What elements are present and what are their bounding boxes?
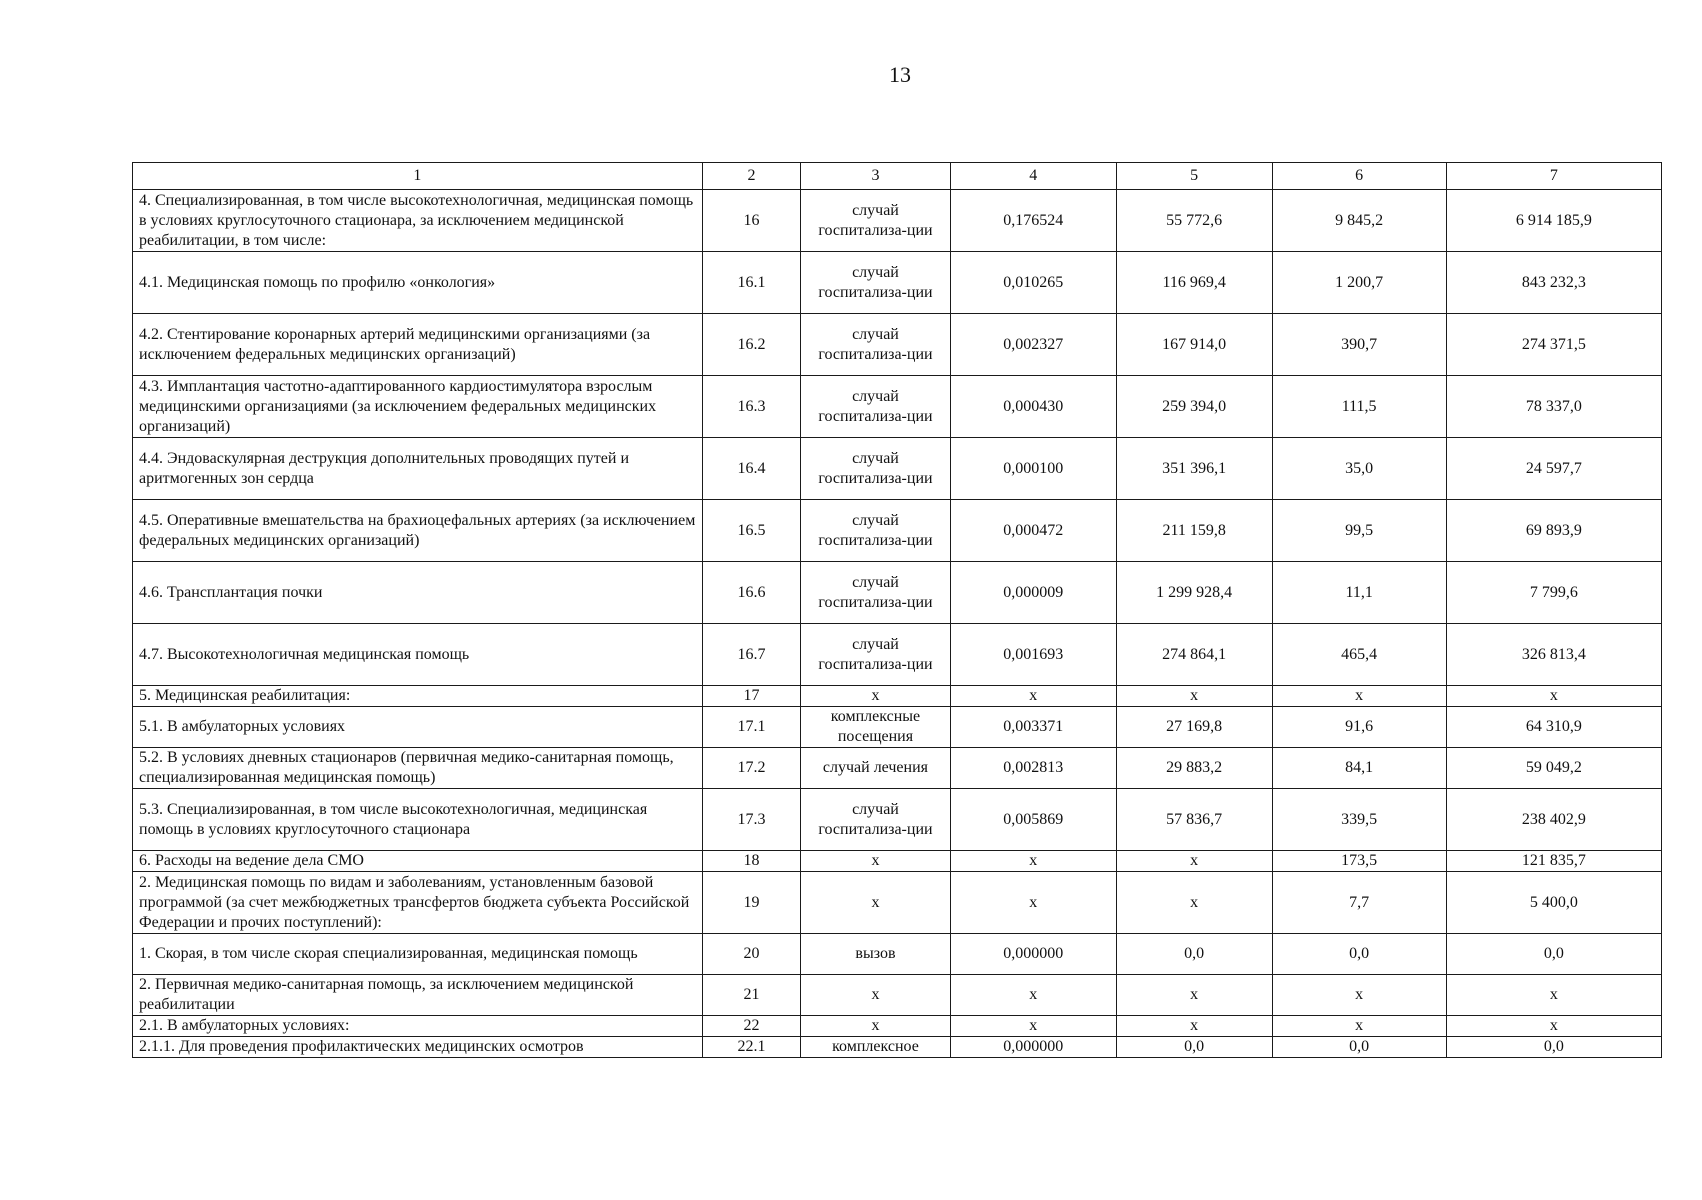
- value-cell-5: 116 969,4: [1116, 252, 1272, 314]
- value-cell-4: 0,000430: [950, 376, 1116, 438]
- header-row: [133, 163, 1662, 190]
- row-name-cell: 2.1.1. Для проведения профилактических медицинских осмотров: [133, 1037, 703, 1058]
- value-cell-5: х: [1116, 851, 1272, 872]
- value-cell-4: х: [950, 872, 1116, 934]
- unit-cell: случай госпитализа-ции: [801, 624, 951, 686]
- value-cell-5: х: [1116, 872, 1272, 934]
- value-cell-6: 111,5: [1272, 376, 1446, 438]
- row-name-cell: 4.2. Стентирование коронарных артерий медицинскими организациями (за исключением федеральных медицинских организаций): [133, 314, 703, 376]
- unit-cell: случай госпитализа-ции: [801, 789, 951, 851]
- table-row: [133, 707, 1662, 748]
- value-cell-6: 0,0: [1272, 934, 1446, 975]
- value-cell-6: 99,5: [1272, 500, 1446, 562]
- value-cell-7: 6 914 185,9: [1446, 190, 1661, 252]
- row-name-cell: 4.4. Эндоваскулярная деструкция дополнительных проводящих путей и аритмогенных зон сердца: [133, 438, 703, 500]
- table-row: [133, 934, 1662, 975]
- unit-cell: х: [801, 1016, 951, 1037]
- header-cell: 5: [1116, 163, 1272, 190]
- unit-cell: случай госпитализа-ции: [801, 376, 951, 438]
- row-code-cell: 16.2: [702, 314, 800, 376]
- row-code-cell: 16.5: [702, 500, 800, 562]
- value-cell-6: 84,1: [1272, 748, 1446, 789]
- row-code-cell: 17.2: [702, 748, 800, 789]
- value-cell-7: 238 402,9: [1446, 789, 1661, 851]
- value-cell-5: 57 836,7: [1116, 789, 1272, 851]
- table-row: [133, 686, 1662, 707]
- value-cell-4: 0,010265: [950, 252, 1116, 314]
- value-cell-7: 274 371,5: [1446, 314, 1661, 376]
- row-code-cell: 22: [702, 1016, 800, 1037]
- header-cell: 6: [1272, 163, 1446, 190]
- row-code-cell: 16.4: [702, 438, 800, 500]
- row-name-cell: 4.1. Медицинская помощь по профилю «онкология»: [133, 252, 703, 314]
- value-cell-7: х: [1446, 1016, 1661, 1037]
- value-cell-5: 351 396,1: [1116, 438, 1272, 500]
- value-cell-7: 69 893,9: [1446, 500, 1661, 562]
- value-cell-7: 59 049,2: [1446, 748, 1661, 789]
- value-cell-4: 0,002327: [950, 314, 1116, 376]
- table-row: [133, 975, 1662, 1016]
- row-name-cell: 1. Скорая, в том числе скорая специализированная, медицинская помощь: [133, 934, 703, 975]
- value-cell-7: 7 799,6: [1446, 562, 1661, 624]
- value-cell-5: х: [1116, 975, 1272, 1016]
- page-number: 13: [889, 62, 911, 87]
- value-cell-7: 64 310,9: [1446, 707, 1661, 748]
- table-row: [133, 1037, 1662, 1058]
- unit-cell: х: [801, 851, 951, 872]
- row-code-cell: 16.7: [702, 624, 800, 686]
- value-cell-5: 55 772,6: [1116, 190, 1272, 252]
- value-cell-4: 0,000000: [950, 934, 1116, 975]
- row-name-cell: 4.5. Оперативные вмешательства на брахиоцефальных артериях (за исключением федеральных медицинских организаций): [133, 500, 703, 562]
- value-cell-4: 0,000472: [950, 500, 1116, 562]
- value-cell-6: 7,7: [1272, 872, 1446, 934]
- value-cell-4: 0,176524: [950, 190, 1116, 252]
- unit-cell: случай госпитализа-ции: [801, 252, 951, 314]
- row-name-cell: 6. Расходы на ведение дела СМО: [133, 851, 703, 872]
- value-cell-5: 29 883,2: [1116, 748, 1272, 789]
- value-cell-5: 259 394,0: [1116, 376, 1272, 438]
- row-name-cell: 4.3. Имплантация частотно-адаптированного кардиостимулятора взрослым медицинскими организациями (за исключением федеральных медицинских организаций): [133, 376, 703, 438]
- value-cell-6: х: [1272, 686, 1446, 707]
- row-name-cell: 4.7. Высокотехнологичная медицинская помощь: [133, 624, 703, 686]
- table-row: [133, 851, 1662, 872]
- value-cell-6: х: [1272, 975, 1446, 1016]
- value-cell-5: 1 299 928,4: [1116, 562, 1272, 624]
- value-cell-6: 465,4: [1272, 624, 1446, 686]
- unit-cell: х: [801, 686, 951, 707]
- value-cell-4: 0,001693: [950, 624, 1116, 686]
- row-name-cell: 5.2. В условиях дневных стационаров (первичная медико-санитарная помощь, специализированная медицинская помощь): [133, 748, 703, 789]
- table-row: [133, 252, 1662, 314]
- row-code-cell: 22.1: [702, 1037, 800, 1058]
- table-row: [133, 438, 1662, 500]
- value-cell-7: 0,0: [1446, 934, 1661, 975]
- table-row: [133, 1016, 1662, 1037]
- value-cell-5: 0,0: [1116, 1037, 1272, 1058]
- value-cell-7: х: [1446, 686, 1661, 707]
- value-cell-6: х: [1272, 1016, 1446, 1037]
- value-cell-6: 91,6: [1272, 707, 1446, 748]
- row-code-cell: 19: [702, 872, 800, 934]
- unit-cell: случай госпитализа-ции: [801, 190, 951, 252]
- row-code-cell: 17.3: [702, 789, 800, 851]
- value-cell-5: 27 169,8: [1116, 707, 1272, 748]
- unit-cell: случай госпитализа-ции: [801, 314, 951, 376]
- row-code-cell: 16.3: [702, 376, 800, 438]
- table-row: [133, 500, 1662, 562]
- unit-cell: х: [801, 872, 951, 934]
- row-name-cell: 5.3. Специализированная, в том числе высокотехнологичная, медицинская помощь в условиях круглосуточного стационара: [133, 789, 703, 851]
- header-cell: 3: [801, 163, 951, 190]
- row-name-cell: 2.1. В амбулаторных условиях:: [133, 1016, 703, 1037]
- value-cell-5: 167 914,0: [1116, 314, 1272, 376]
- unit-cell: комплексные посещения: [801, 707, 951, 748]
- value-cell-4: 0,002813: [950, 748, 1116, 789]
- value-cell-6: 0,0: [1272, 1037, 1446, 1058]
- value-cell-6: 11,1: [1272, 562, 1446, 624]
- value-cell-4: х: [950, 1016, 1116, 1037]
- value-cell-7: х: [1446, 975, 1661, 1016]
- table-row: [133, 748, 1662, 789]
- value-cell-7: 24 597,7: [1446, 438, 1661, 500]
- unit-cell: комплексное: [801, 1037, 951, 1058]
- row-name-cell: 2. Медицинская помощь по видам и заболеваниям, установленным базовой программой (за счет межбюджетных трансфертов бюджета субъекта Российской Федерации и прочих поступлений):: [133, 872, 703, 934]
- table-row: [133, 872, 1662, 934]
- value-cell-4: 0,003371: [950, 707, 1116, 748]
- value-cell-4: х: [950, 851, 1116, 872]
- value-cell-7: 78 337,0: [1446, 376, 1661, 438]
- unit-cell: х: [801, 975, 951, 1016]
- value-cell-6: 339,5: [1272, 789, 1446, 851]
- value-cell-6: 173,5: [1272, 851, 1446, 872]
- row-name-cell: 4. Специализированная, в том числе высокотехнологичная, медицинская помощь в условиях круглосуточного стационара, за исключением медицинской реабилитации, в том числе:: [133, 190, 703, 252]
- unit-cell: случай лечения: [801, 748, 951, 789]
- value-cell-6: 1 200,7: [1272, 252, 1446, 314]
- value-cell-7: 5 400,0: [1446, 872, 1661, 934]
- header-cell: 4: [950, 163, 1116, 190]
- value-cell-6: 9 845,2: [1272, 190, 1446, 252]
- value-cell-7: 121 835,7: [1446, 851, 1661, 872]
- row-code-cell: 21: [702, 975, 800, 1016]
- header-cell: 7: [1446, 163, 1661, 190]
- unit-cell: вызов: [801, 934, 951, 975]
- unit-cell: случай госпитализа-ции: [801, 438, 951, 500]
- row-name-cell: 2. Первичная медико-санитарная помощь, за исключением медицинской реабилитации: [133, 975, 703, 1016]
- value-cell-6: 390,7: [1272, 314, 1446, 376]
- table-row: [133, 190, 1662, 252]
- value-cell-5: 211 159,8: [1116, 500, 1272, 562]
- row-code-cell: 20: [702, 934, 800, 975]
- unit-cell: случай госпитализа-ции: [801, 500, 951, 562]
- table-row: [133, 376, 1662, 438]
- report-table: [132, 162, 1662, 1058]
- value-cell-5: 0,0: [1116, 934, 1272, 975]
- table-row: [133, 624, 1662, 686]
- value-cell-4: 0,000000: [950, 1037, 1116, 1058]
- row-name-cell: 5.1. В амбулаторных условиях: [133, 707, 703, 748]
- value-cell-4: 0,000100: [950, 438, 1116, 500]
- value-cell-7: 326 813,4: [1446, 624, 1661, 686]
- row-code-cell: 16.6: [702, 562, 800, 624]
- value-cell-5: х: [1116, 1016, 1272, 1037]
- header-cell: 1: [133, 163, 703, 190]
- value-cell-4: 0,000009: [950, 562, 1116, 624]
- value-cell-5: 274 864,1: [1116, 624, 1272, 686]
- row-name-cell: 4.6. Трансплантация почки: [133, 562, 703, 624]
- row-code-cell: 17.1: [702, 707, 800, 748]
- unit-cell: случай госпитализа-ции: [801, 562, 951, 624]
- table-row: [133, 562, 1662, 624]
- row-code-cell: 18: [702, 851, 800, 872]
- row-code-cell: 16: [702, 190, 800, 252]
- row-code-cell: 17: [702, 686, 800, 707]
- value-cell-5: х: [1116, 686, 1272, 707]
- value-cell-4: х: [950, 686, 1116, 707]
- value-cell-6: 35,0: [1272, 438, 1446, 500]
- table-row: [133, 314, 1662, 376]
- value-cell-7: 0,0: [1446, 1037, 1661, 1058]
- row-code-cell: 16.1: [702, 252, 800, 314]
- value-cell-4: х: [950, 975, 1116, 1016]
- table-row: [133, 789, 1662, 851]
- header-cell: 2: [702, 163, 800, 190]
- row-name-cell: 5. Медицинская реабилитация:: [133, 686, 703, 707]
- value-cell-4: 0,005869: [950, 789, 1116, 851]
- value-cell-7: 843 232,3: [1446, 252, 1661, 314]
